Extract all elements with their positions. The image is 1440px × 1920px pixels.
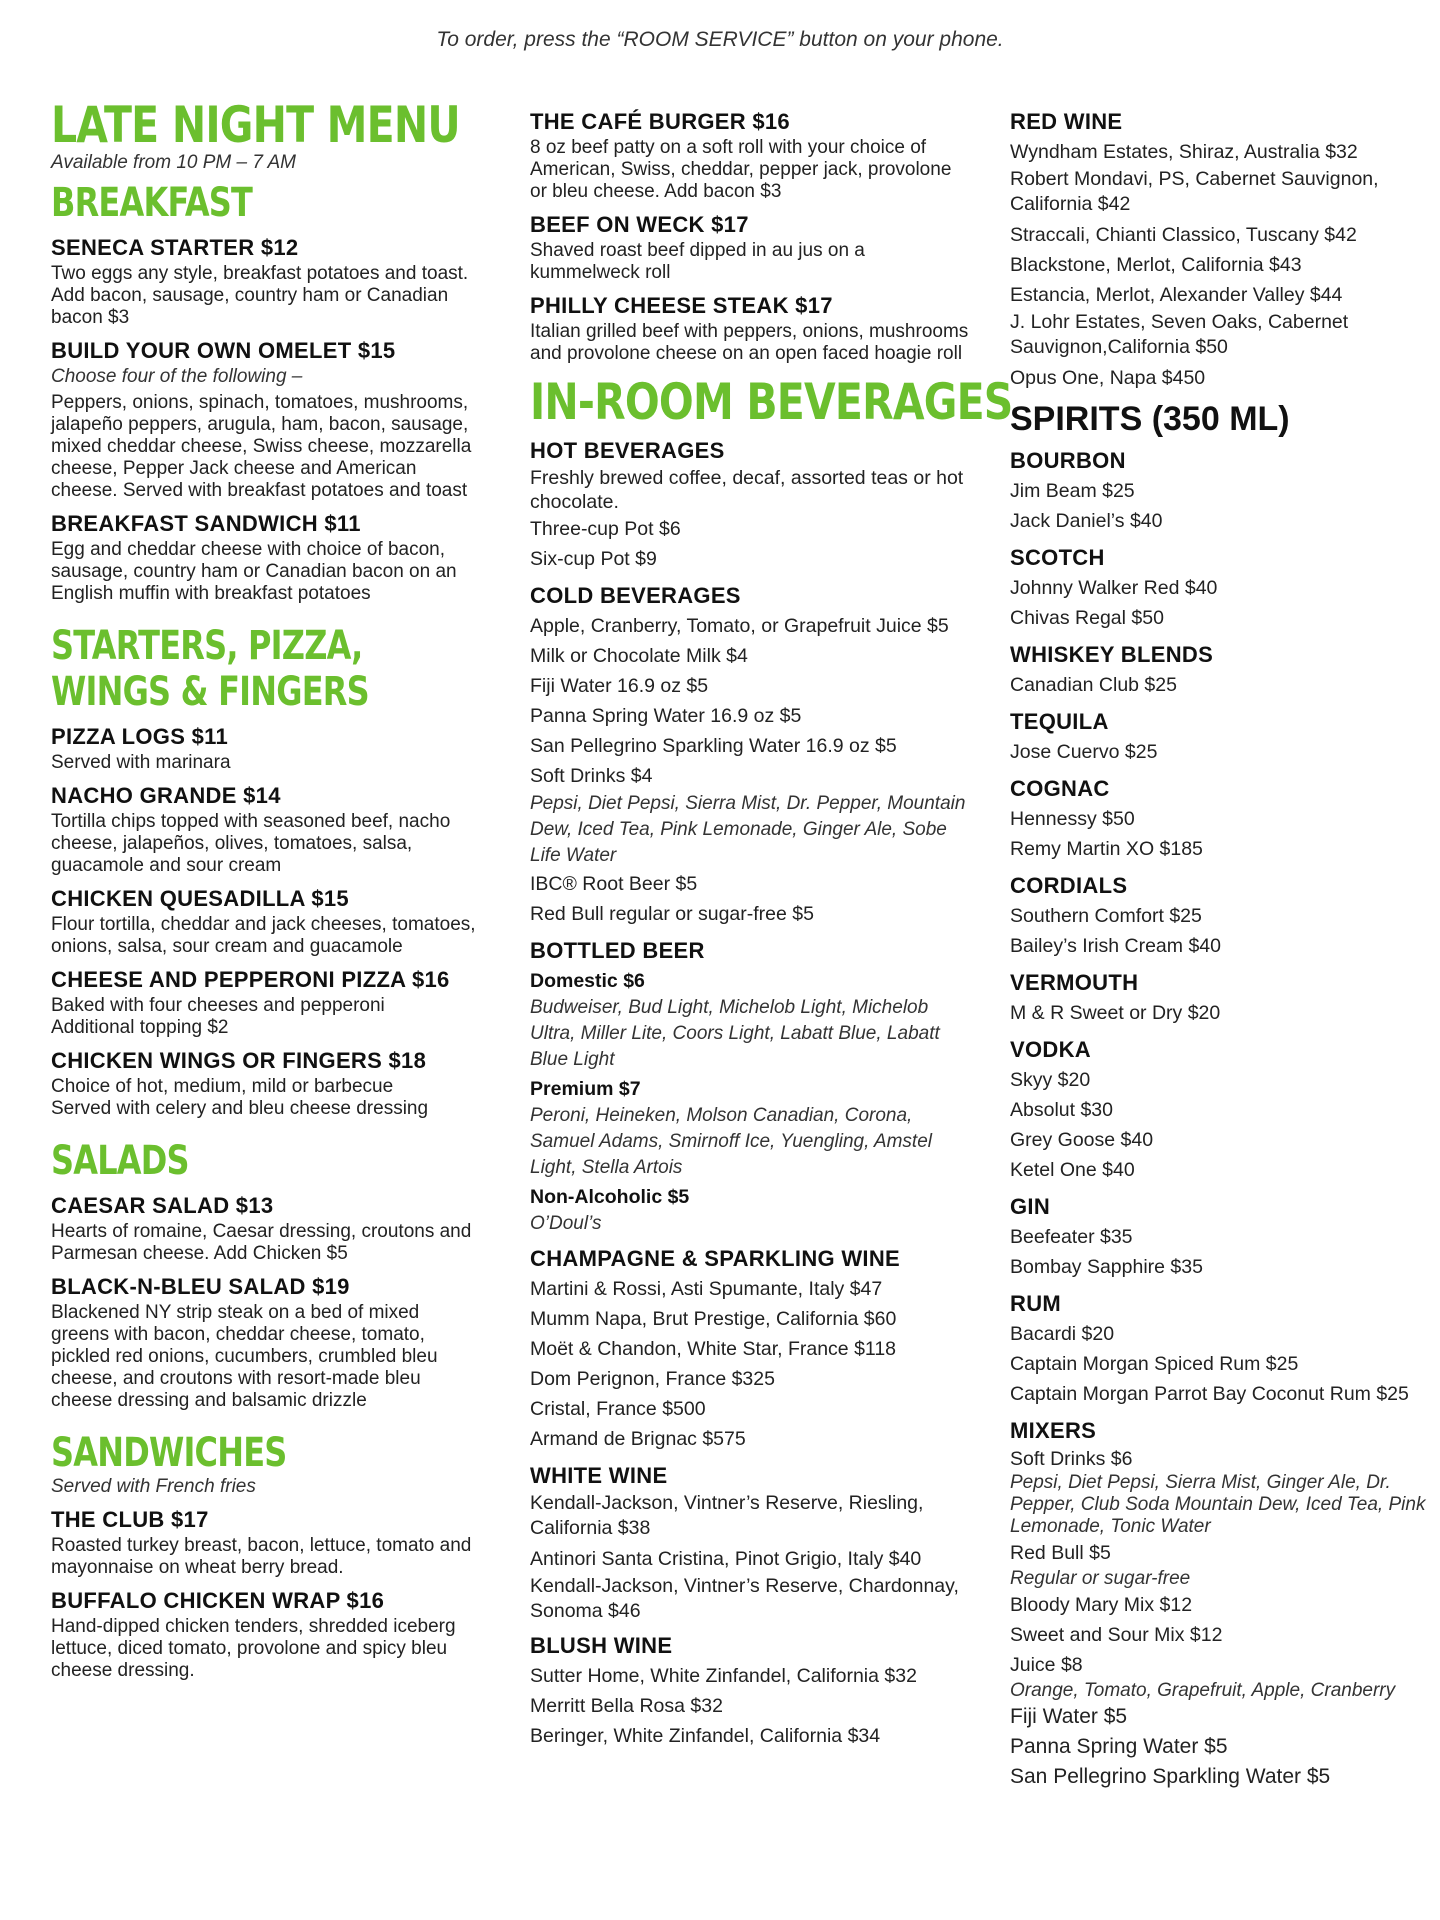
wine-line: Kendall-Jackson, Vintner’s Reserve, Chardonnay, Sonoma $46 <box>530 1575 959 1622</box>
beverage-line: Six-cup Pot $9 <box>530 548 657 570</box>
beverage-line: Soft Drinks $4 <box>530 765 653 787</box>
order-instruction: To order, press the “ROOM SERVICE” button on your phone. <box>436 28 1004 51</box>
menu-item-desc: Roasted turkey breast, bacon, lettuce, tomato and mayonnaise on wheat berry bread. <box>51 1535 472 1578</box>
spirit-line: Canadian Club $25 <box>1010 674 1177 696</box>
menu-item-desc: Hearts of romaine, Caesar dressing, croutons and Parmesan cheese. Add Chicken $5 <box>51 1221 472 1264</box>
wine-line: Beringer, White Zinfandel, California $34 <box>530 1725 881 1747</box>
beverage-heading-champagne: CHAMPAGNE & SPARKLING WINE <box>530 1246 900 1271</box>
menu-item-name: BLACK-N-BLEU SALAD $19 <box>51 1274 350 1299</box>
menu-item-desc: Hand-dipped chicken tenders, shredded iceberg lettuce, diced tomato, provolone and spicy bleu cheese dressing. <box>51 1616 456 1681</box>
spirit-line: Bombay Sapphire $35 <box>1010 1256 1203 1278</box>
mixer-line: Sweet and Sour Mix $12 <box>1010 1624 1223 1646</box>
spirit-line: Jose Cuervo $25 <box>1010 741 1158 763</box>
spirit-line: Hennessy $50 <box>1010 808 1135 830</box>
menu-item-name: THE CLUB $17 <box>51 1507 209 1532</box>
beer-group-list: Peroni, Heineken, Molson Canadian, Corona, Samuel Adams, Smirnoff Ice, Yuengling, Amstel Light, Stella Artois <box>530 1105 932 1178</box>
beer-group-name: Premium $7 <box>530 1078 641 1100</box>
soft-drinks-note: Pepsi, Diet Pepsi, Sierra Mist, Dr. Pepper, Mountain Dew, Iced Tea, Pink Lemonade, Ginger Ale, Sobe Life Water <box>530 793 966 866</box>
menu-item-note: Choose four of the following – <box>51 366 303 387</box>
spirit-line: Southern Comfort $25 <box>1010 905 1202 927</box>
beer-group-name: Non-Alcoholic $5 <box>530 1186 690 1208</box>
sandwiches-note: Served with French fries <box>51 1476 256 1497</box>
beverage-heading-blush-wine: BLUSH WINE <box>530 1633 673 1658</box>
menu-item-desc: Flour tortilla, cheddar and jack cheeses, tomatoes, onions, salsa, sour cream and guacamole <box>51 914 476 957</box>
beverage-line: Apple, Cranberry, Tomato, or Grapefruit Juice $5 <box>530 615 949 637</box>
column-food <box>51 98 481 1682</box>
mixer-line: Fiji Water $5 <box>1010 1705 1128 1728</box>
section-heading-breakfast: BREAKFAST <box>51 180 253 226</box>
menu-title: LATE NIGHT MENU <box>51 96 460 154</box>
spirit-line: Ketel One $40 <box>1010 1159 1135 1181</box>
wine-line: Antinori Santa Cristina, Pinot Grigio, Italy $40 <box>530 1548 922 1570</box>
menu-item-desc: Shaved roast beef dipped in au jus on a kummelweck roll <box>530 240 865 283</box>
section-heading-salads: SALADS <box>51 1138 189 1184</box>
beer-group-name: Domestic $6 <box>530 970 645 992</box>
menu-item-desc: Egg and cheddar cheese with choice of bacon, sausage, country ham or Canadian bacon on an English muffin with breakfast potatoes <box>51 539 457 604</box>
menu-item-name: CHICKEN QUESADILLA $15 <box>51 886 349 911</box>
spirit-line: Jim Beam $25 <box>1010 480 1135 502</box>
wine-line: Estancia, Merlot, Alexander Valley $44 <box>1010 284 1343 306</box>
mixers-heading: MIXERS <box>1010 1418 1097 1443</box>
mixer-note: Pepsi, Diet Pepsi, Sierra Mist, Ginger Ale, Dr. Pepper, Club Soda Mountain Dew, Iced Tea, Pink Lemonade, Tonic Water <box>1010 1472 1426 1537</box>
spirit-category-heading: VODKA <box>1010 1037 1091 1062</box>
wine-line: Robert Mondavi, PS, Cabernet Sauvignon, California $42 <box>1010 168 1379 215</box>
spirit-category-heading: RUM <box>1010 1291 1062 1316</box>
column-wine-spirits <box>1010 98 1435 1792</box>
spirit-category-heading: COGNAC <box>1010 776 1110 801</box>
spirit-line: Skyy $20 <box>1010 1069 1091 1091</box>
wine-line: Wyndham Estates, Shiraz, Australia $32 <box>1010 141 1358 163</box>
section-heading-sandwiches: SANDWICHES <box>51 1430 287 1476</box>
beverage-line: Panna Spring Water 16.9 oz $5 <box>530 705 802 727</box>
mixer-note: Orange, Tomato, Grapefruit, Apple, Cranberry <box>1010 1680 1396 1701</box>
wine-line: Kendall-Jackson, Vintner’s Reserve, Riesling, California $38 <box>530 1492 924 1539</box>
spirit-line: Grey Goose $40 <box>1010 1129 1154 1151</box>
wine-line: Martini & Rossi, Asti Spumante, Italy $47 <box>530 1278 883 1300</box>
wine-line: Armand de Brignac $575 <box>530 1428 746 1450</box>
menu-item-name: CAESAR SALAD $13 <box>51 1193 274 1218</box>
spirits-heading: SPIRITS (350 ML) <box>1010 400 1290 438</box>
spirit-line: M & R Sweet or Dry $20 <box>1010 1002 1221 1024</box>
menu-item-desc: Served with celery and bleu cheese dressing <box>51 1098 429 1119</box>
menu-item-desc: 8 oz beef patty on a soft roll with your choice of American, Swiss, cheddar, pepper jack, provolone or bleu cheese. Add bacon $3 <box>530 137 952 202</box>
mixer-line: Soft Drinks $6 <box>1010 1448 1133 1470</box>
wine-line: Merritt Bella Rosa $32 <box>530 1695 723 1717</box>
menu-item-name: SENECA STARTER $12 <box>51 235 299 260</box>
column-beverages <box>530 98 1013 1751</box>
beer-group-list: Budweiser, Bud Light, Michelob Light, Michelob Ultra, Miller Lite, Coors Light, Labatt Blue, Labatt Blue Light <box>530 997 940 1070</box>
beer-group-list: O’Doul’s <box>530 1213 602 1234</box>
spirit-category-heading: CORDIALS <box>1010 873 1128 898</box>
wine-line: Cristal, France $500 <box>530 1398 706 1420</box>
menu-item-name: BEEF ON WECK $17 <box>530 212 749 237</box>
menu-item-name: BUILD YOUR OWN OMELET $15 <box>51 338 396 363</box>
beverage-line: Three-cup Pot $6 <box>530 518 681 540</box>
spirit-category-heading: TEQUILA <box>1010 709 1109 734</box>
spirits-list <box>1010 447 1435 1409</box>
mixer-line: Panna Spring Water $5 <box>1010 1735 1228 1758</box>
spirit-line: Captain Morgan Spiced Rum $25 <box>1010 1353 1299 1375</box>
spirit-line: Chivas Regal $50 <box>1010 607 1164 629</box>
menu-item-name: BREAKFAST SANDWICH $11 <box>51 511 361 536</box>
spirit-line: Captain Morgan Parrot Bay Coconut Rum $25 <box>1010 1383 1409 1405</box>
wine-line: Moët & Chandon, White Star, France $118 <box>530 1338 897 1360</box>
menu-item-desc: Peppers, onions, spinach, tomatoes, mushrooms, jalapeño peppers, arugula, ham, bacon, sausage, mixed cheddar cheese, Swiss cheese, mozzarella cheese, Pepper Jack cheese and American cheese. Served with breakfast potatoes and toast <box>51 392 472 501</box>
wine-line: Straccali, Chianti Classico, Tuscany $42 <box>1010 224 1357 246</box>
menu-item-name: PIZZA LOGS $11 <box>51 724 228 749</box>
beverage-heading-white-wine: WHITE WINE <box>530 1463 668 1488</box>
spirit-line: Remy Martin XO $185 <box>1010 838 1203 860</box>
spirit-line: Bailey’s Irish Cream $40 <box>1010 935 1221 957</box>
menu-item-desc: Choice of hot, medium, mild or barbecue <box>51 1076 394 1097</box>
section-heading-starters: STARTERS, PIZZA, WINGS & FINGERS <box>51 623 369 715</box>
mixer-line: San Pellegrino Sparkling Water $5 <box>1010 1765 1331 1788</box>
wine-line: Opus One, Napa $450 <box>1010 367 1206 389</box>
beverage-line: Red Bull regular or sugar-free $5 <box>530 903 814 925</box>
spirit-line: Absolut $30 <box>1010 1099 1113 1121</box>
spirit-line: Bacardi $20 <box>1010 1323 1115 1345</box>
spirit-line: Jack Daniel’s $40 <box>1010 510 1163 532</box>
menu-item-name: CHEESE AND PEPPERONI PIZZA $16 <box>51 967 450 992</box>
menu-item-desc: Additional topping $2 <box>51 1017 229 1038</box>
wine-line: Blackstone, Merlot, California $43 <box>1010 254 1302 276</box>
spirit-category-heading: GIN <box>1010 1194 1051 1219</box>
beverage-heading-red-wine: RED WINE <box>1010 109 1123 134</box>
mixer-line: Bloody Mary Mix $12 <box>1010 1594 1193 1616</box>
hot-beverages-desc: Freshly brewed coffee, decaf, assorted teas or hot chocolate. <box>530 467 964 513</box>
spirit-category-heading: WHISKEY BLENDS <box>1010 642 1214 667</box>
menu-item-desc: Served with marinara <box>51 752 231 773</box>
menu-item-name: BUFFALO CHICKEN WRAP $16 <box>51 1588 385 1613</box>
menu-item-name: NACHO GRANDE $14 <box>51 783 281 808</box>
menu-item-name: CHICKEN WINGS OR FINGERS $18 <box>51 1048 427 1073</box>
menu-item-name: THE CAFÉ BURGER $16 <box>530 109 790 134</box>
mixer-line: Juice $8 <box>1010 1654 1083 1676</box>
wine-line: J. Lohr Estates, Seven Oaks, Cabernet Sauvignon,California $50 <box>1010 311 1349 358</box>
menu-item-desc: Baked with four cheeses and pepperoni <box>51 995 385 1016</box>
wine-line: Dom Perignon, France $325 <box>530 1368 775 1390</box>
spirit-line: Johnny Walker Red $40 <box>1010 577 1218 599</box>
beverage-heading-beer: BOTTLED BEER <box>530 938 705 963</box>
spirit-line: Beefeater $35 <box>1010 1226 1133 1248</box>
beverages-title: IN-ROOM BEVERAGES <box>530 373 1013 431</box>
beverage-line: IBC® Root Beer $5 <box>530 873 698 895</box>
mixer-note: Regular or sugar-free <box>1010 1568 1191 1589</box>
spirit-category-heading: VERMOUTH <box>1010 970 1139 995</box>
menu-item-desc: Two eggs any style, breakfast potatoes and toast. Add bacon, sausage, country ham or Canadian bacon $3 <box>51 263 469 328</box>
beverage-heading-cold: COLD BEVERAGES <box>530 583 741 608</box>
beverage-line: Fiji Water 16.9 oz $5 <box>530 675 709 697</box>
beverage-line: Milk or Chocolate Milk $4 <box>530 645 748 667</box>
beverage-line: San Pellegrino Sparkling Water 16.9 oz $5 <box>530 735 897 757</box>
menu-item-name: PHILLY CHEESE STEAK $17 <box>530 293 833 318</box>
menu-item-desc: Tortilla chips topped with seasoned beef, nacho cheese, jalapeños, olives, tomatoes, salsa, guacamole and sour cream <box>51 811 451 876</box>
beverage-heading-hot: HOT BEVERAGES <box>530 438 725 463</box>
menu-item-desc: Blackened NY strip steak on a bed of mixed greens with bacon, cheddar cheese, tomato, pickled red onions, cucumbers, crumbled bleu cheese, and croutons with resort-made bleu cheese dressing and balsamic drizzle <box>51 1302 438 1411</box>
availability-note: Available from 10 PM – 7 AM <box>51 152 296 173</box>
spirit-category-heading: BOURBON <box>1010 448 1126 473</box>
wine-line: Mumm Napa, Brut Prestige, California $60 <box>530 1308 897 1330</box>
spirit-category-heading: SCOTCH <box>1010 545 1105 570</box>
menu-item-desc: Italian grilled beef with peppers, onions, mushrooms and provolone cheese on an open faced hoagie roll <box>530 321 969 364</box>
wine-line: Sutter Home, White Zinfandel, California $32 <box>530 1665 917 1687</box>
mixer-line: Red Bull $5 <box>1010 1542 1111 1564</box>
